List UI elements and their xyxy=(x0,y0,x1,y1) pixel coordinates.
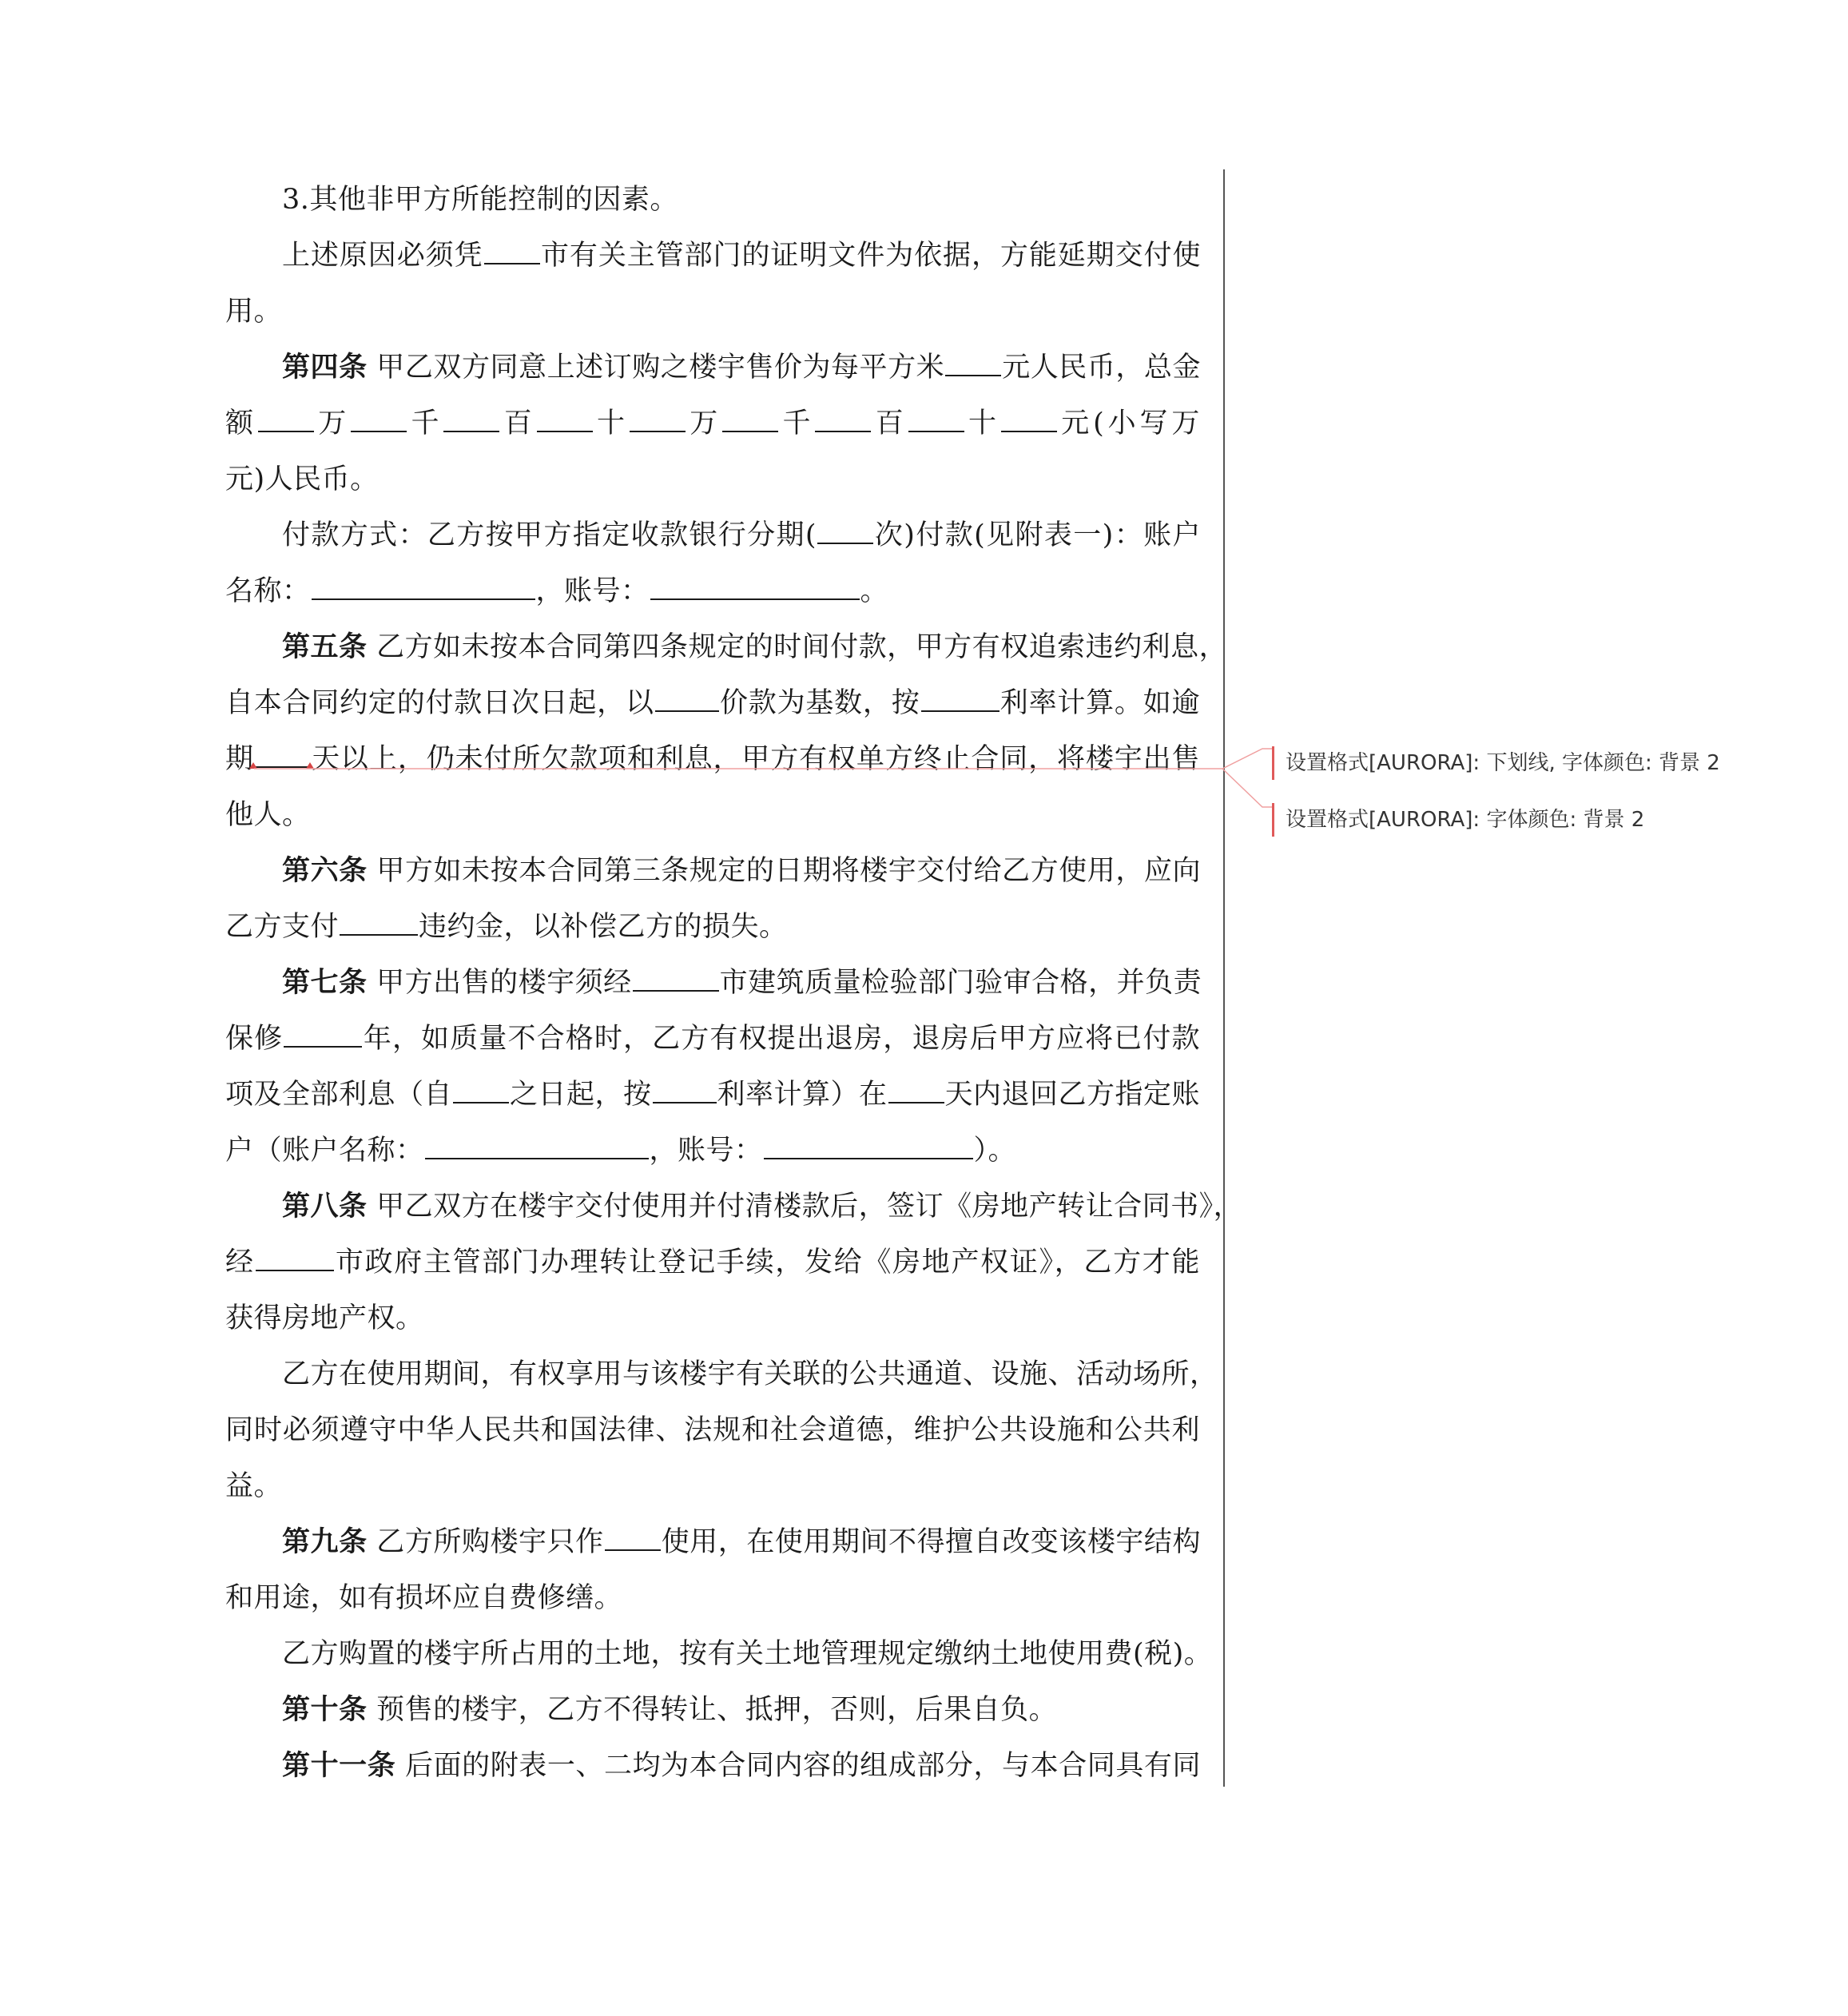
text-run: 十 xyxy=(593,408,629,439)
text-run: 元(小写 xyxy=(1057,408,1172,439)
text-run: 利率计算。如逾 xyxy=(1000,687,1200,719)
text-run: 市有关主管部门的证明文件为依据，方能延期交付使 xyxy=(540,240,1201,272)
text-run: 他人。 xyxy=(225,799,311,831)
text-run: 天内退回乙方指定账 xyxy=(944,1079,1201,1111)
text-run: 百 xyxy=(500,408,536,439)
text-run: 名称： xyxy=(225,575,311,607)
text-run: 甲方出售的楼宇须经 xyxy=(367,967,632,999)
text-run: 市建筑质量检验部门验审合格，并负责 xyxy=(719,967,1202,999)
text-run: 期 xyxy=(225,743,254,775)
text-run: 户（账户名称： xyxy=(225,1135,424,1167)
text-run: 利率计算）在 xyxy=(717,1079,888,1111)
article-heading: 第十条 xyxy=(282,1693,368,1726)
text-run: ，账号： xyxy=(649,1135,763,1167)
text-run: 乙方如未按本合同第四条规定的时间付款，甲方有权追索违约利息， xyxy=(367,631,1228,663)
text-run: 万 xyxy=(314,408,351,439)
text-run: 使用，在使用期间不得擅自改变该楼宇结构 xyxy=(661,1526,1201,1558)
text-run: 万 xyxy=(686,408,722,439)
revision-comment[interactable]: 设置格式[AURORA]: 下划线, 字体颜色: 背景 2 xyxy=(1272,746,1720,780)
text-run: 万 xyxy=(1171,408,1200,439)
revision-comment[interactable]: 设置格式[AURORA]: 字体颜色: 背景 2 xyxy=(1272,803,1644,837)
text-run: 百 xyxy=(872,408,908,439)
article-heading: 第八条 xyxy=(282,1190,368,1223)
text-run: 获得房地产权。 xyxy=(225,1302,424,1334)
text-run: 额 xyxy=(225,408,257,439)
article-heading: 第四条 xyxy=(282,351,368,384)
text-run: 后面的附表一、二均为本合同内容的组成部分，与本合同具有同 xyxy=(395,1750,1201,1782)
text-run: 乙方在使用期间，有权享用与该楼宇有关联的公共通道、设施、活动场所， xyxy=(282,1358,1218,1390)
text-run: 同时必须遵守中华人民共和国法律、法规和社会道德，维护公共设施和公共利 xyxy=(225,1414,1200,1446)
text-run: ）。 xyxy=(973,1135,1017,1167)
text-run: 次)付款(见附表一)：账户 xyxy=(874,519,1201,551)
article-heading: 第七条 xyxy=(282,966,368,999)
text-run: 。 xyxy=(860,575,889,607)
text-run: 违约金，以补偿乙方的损失。 xyxy=(419,911,788,943)
text-run: 预售的楼宇，乙方不得转让、抵押，否则，后果自负。 xyxy=(367,1694,1058,1726)
text-run: 益。 xyxy=(225,1470,283,1502)
text-run: ，账号： xyxy=(535,575,650,607)
text-run: 价款为基数，按 xyxy=(719,687,920,719)
text-run: 自本合同约定的付款日次日起，以 xyxy=(225,687,654,719)
text-run: 上述原因必须凭 xyxy=(282,240,483,272)
text-run: 元人民币，总金 xyxy=(1002,352,1201,384)
article-heading: 第六条 xyxy=(282,854,368,887)
text-run: 用。 xyxy=(225,296,283,328)
text-run: 甲乙双方在楼宇交付使用并付清楼款后，签订《房地产转让合同书》， xyxy=(367,1191,1242,1223)
article-heading: 第五条 xyxy=(282,630,368,663)
text-run: 付款方式：乙方按甲方指定收款银行分期( xyxy=(282,519,817,551)
text-run: 乙方支付 xyxy=(225,911,340,943)
text-run: 和用途，如有损坏应自费修缮。 xyxy=(225,1582,623,1614)
text-run: 元)人民币。 xyxy=(225,463,379,495)
text-run: 保修 xyxy=(225,1023,284,1055)
text-run: 千 xyxy=(779,408,815,439)
text-run: 之日起，按 xyxy=(510,1079,652,1111)
article-heading: 第十一条 xyxy=(282,1749,396,1782)
article-heading: 第九条 xyxy=(282,1525,368,1558)
text-run: 千 xyxy=(407,408,443,439)
text-run: 市政府主管部门办理转让登记手续，发给《房地产权证》，乙方才能 xyxy=(334,1247,1200,1278)
text-run: 天以上，仍未付所欠款项和利息，甲方有权单方终止合同，将楼宇出售 xyxy=(311,743,1200,775)
text-run: 项及全部利息（自 xyxy=(225,1079,453,1111)
text-run: 年，如质量不合格时，乙方有权提出退房，退房后甲方应将已付款 xyxy=(363,1023,1200,1055)
text-run: 甲方如未按本合同第三条规定的日期将楼宇交付给乙方使用，应向 xyxy=(367,855,1201,887)
text-run: 乙方购置的楼宇所占用的土地，按有关土地管理规定缴纳土地使用费(税)。 xyxy=(282,1638,1213,1670)
text-run: 甲乙双方同意上述订购之楼宇售价为每平方米 xyxy=(367,352,945,384)
text-run: 3.其他非甲方所能控制的因素。 xyxy=(282,184,678,216)
text-run: 经 xyxy=(225,1247,255,1278)
text-run: 十 xyxy=(964,408,1000,439)
text-run: 乙方所购楼宇只作 xyxy=(367,1526,604,1558)
